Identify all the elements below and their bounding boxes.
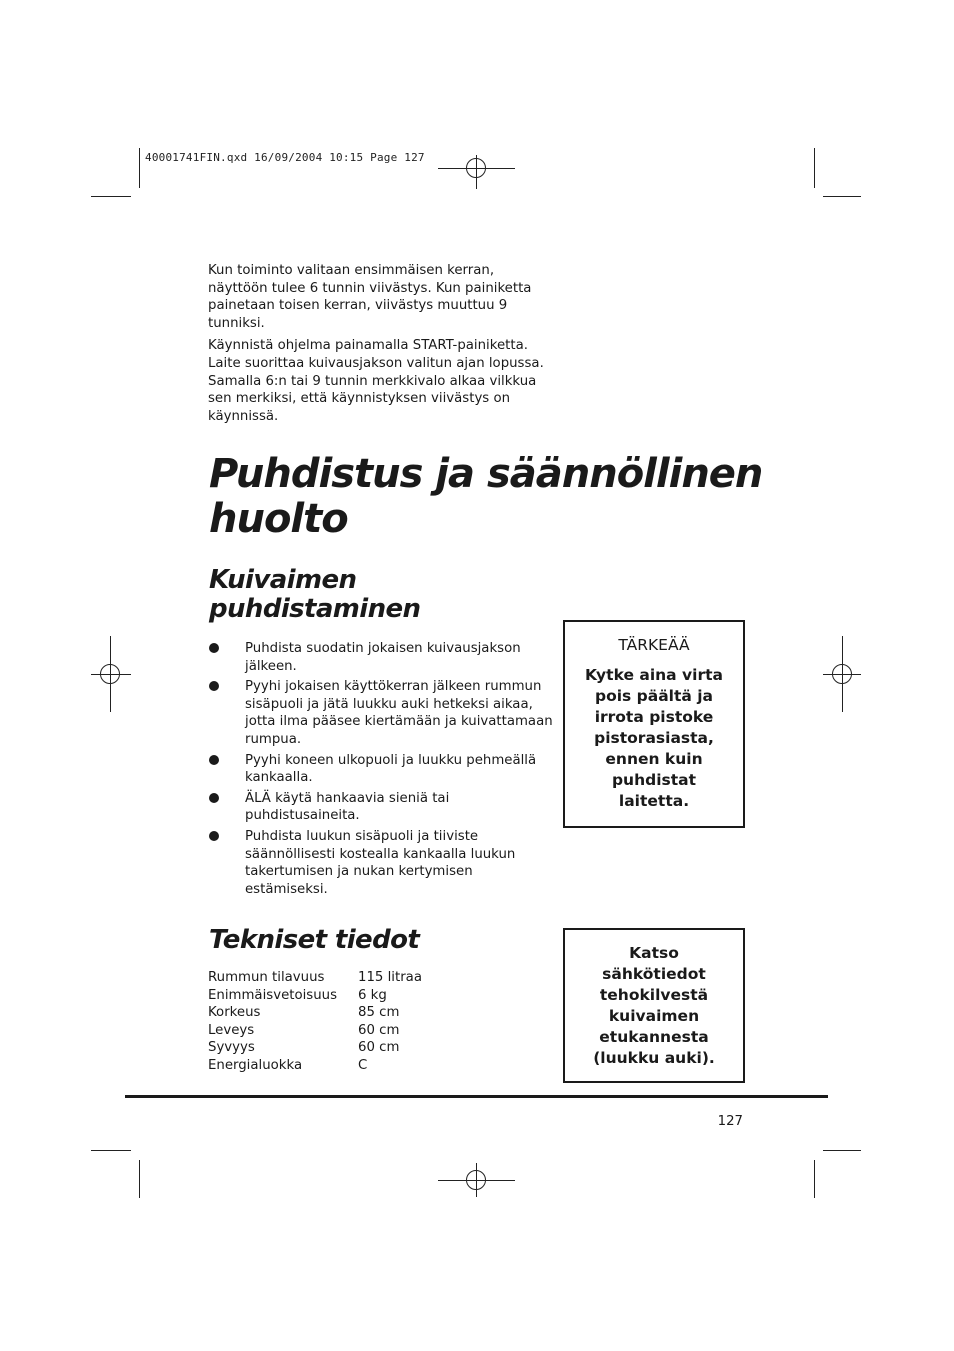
- spec-value: C: [358, 1057, 368, 1073]
- crop-mark: [814, 148, 815, 188]
- registration-mark-circle: [832, 664, 852, 684]
- list-item-text: Puhdista suodatin jokaisen kuivausjakson jälkeen.: [245, 641, 521, 674]
- notice-text: Kytke aina virta pois päältä ja irrota pistoke pistorasiasta, ennen kuin puhdistat laitetta.: [585, 666, 723, 810]
- spec-value: 6 kg: [358, 987, 387, 1003]
- spec-label: Enimmäisvetoisuus: [208, 987, 338, 1003]
- intro-text: [208, 262, 553, 430]
- table-row: [208, 1039, 422, 1057]
- table-row: [208, 969, 422, 987]
- intro-paragraph: Käynnistä ohjelma painamalla START-painiketta. Laite suorittaa kuivausjakson valitun ajan lopussa. Samalla 6:n tai 9 tunnin merkkivalo alkaa vilkkua sen merkiksi, että käynnistyksen viivästys on käynnissä.: [208, 338, 544, 424]
- list-item-text: Pyyhi koneen ulkopuoli ja luukku pehmeällä kankaalla.: [245, 752, 537, 786]
- crop-mark: [823, 196, 861, 197]
- list-item-text: Pyyhi jokaisen käyttökerran jälkeen rummun sisäpuoli ja jätä luukku auki hetkeksi aikaa, jotta ilma pääsee kiertämään ja kuivattamaan rumpua.: [245, 679, 553, 747]
- spec-label: Syvyys: [208, 1040, 255, 1056]
- table-row: [208, 1004, 422, 1022]
- list-item: [208, 752, 553, 787]
- cleaning-bullet-list: [208, 640, 553, 901]
- important-notice-box: [563, 620, 745, 828]
- list-item-emphasis: ÄLÄ: [245, 790, 271, 806]
- list-item: [208, 640, 553, 675]
- spec-label: Leveys: [208, 1022, 255, 1038]
- registration-mark-circle: [466, 1170, 486, 1190]
- section-title-technical: Tekniset tiedot: [209, 925, 420, 955]
- page-number: 127: [717, 1114, 743, 1129]
- spec-label: Rummun tilavuus: [208, 970, 325, 985]
- bullet-icon: [209, 643, 219, 653]
- spec-value: 60 cm: [358, 1022, 400, 1038]
- footer-rule: [125, 1095, 828, 1098]
- spec-value: 115 litraa: [358, 970, 422, 985]
- notice-heading: TÄRKEÄÄ: [618, 636, 690, 654]
- bullet-icon: [209, 755, 219, 765]
- intro-paragraph: Kun toiminto valitaan ensimmäisen kerran, näyttöön tulee 6 tunnin viivästys. Kun painiketta painetaan toisen kerran, viivästys muuttuu 9 tunniksi.: [208, 263, 532, 331]
- specs-table: [208, 969, 422, 1075]
- spec-value: 85 cm: [358, 1005, 400, 1021]
- crop-mark: [823, 1150, 861, 1151]
- bullet-icon: [209, 681, 219, 691]
- spec-label: Korkeus: [208, 1005, 261, 1021]
- page-title: Puhdistus ja säännöllinen huolto: [209, 451, 763, 542]
- section-title-cleaning: Kuivaimen puhdistaminen: [209, 565, 421, 624]
- list-item: [208, 790, 553, 825]
- bullet-icon: [209, 831, 219, 841]
- list-item: [208, 678, 553, 748]
- table-row: [208, 987, 422, 1005]
- crop-mark: [91, 1150, 131, 1151]
- crop-mark: [91, 196, 131, 197]
- crop-mark: [139, 1160, 140, 1198]
- list-item-text: Puhdista luukun sisäpuoli ja tiiviste säännöllisesti kostealla kankaalla luukun takertumisen ja nukan kertymisen estämiseksi.: [245, 828, 516, 897]
- notice-text: Katso sähkötiedot tehokilvestä kuivaimen etukannesta (luukku auki).: [593, 944, 715, 1067]
- crop-mark: [814, 1160, 815, 1198]
- bullet-icon: [209, 793, 219, 803]
- list-item-text: käytä hankaavia sieniä tai puhdistusaineita.: [245, 790, 450, 824]
- electrical-info-box: [563, 928, 745, 1083]
- table-row: [208, 1022, 422, 1040]
- spec-value: 60 cm: [358, 1040, 400, 1056]
- registration-mark-circle: [466, 158, 486, 178]
- crop-mark: [139, 148, 140, 188]
- registration-mark-circle: [100, 664, 120, 684]
- table-row: [208, 1057, 422, 1075]
- spec-label: Energialuokka: [208, 1057, 303, 1073]
- print-slug: 40001741FIN.qxd 16/09/2004 10:15 Page 127: [145, 151, 425, 164]
- list-item: [208, 828, 553, 898]
